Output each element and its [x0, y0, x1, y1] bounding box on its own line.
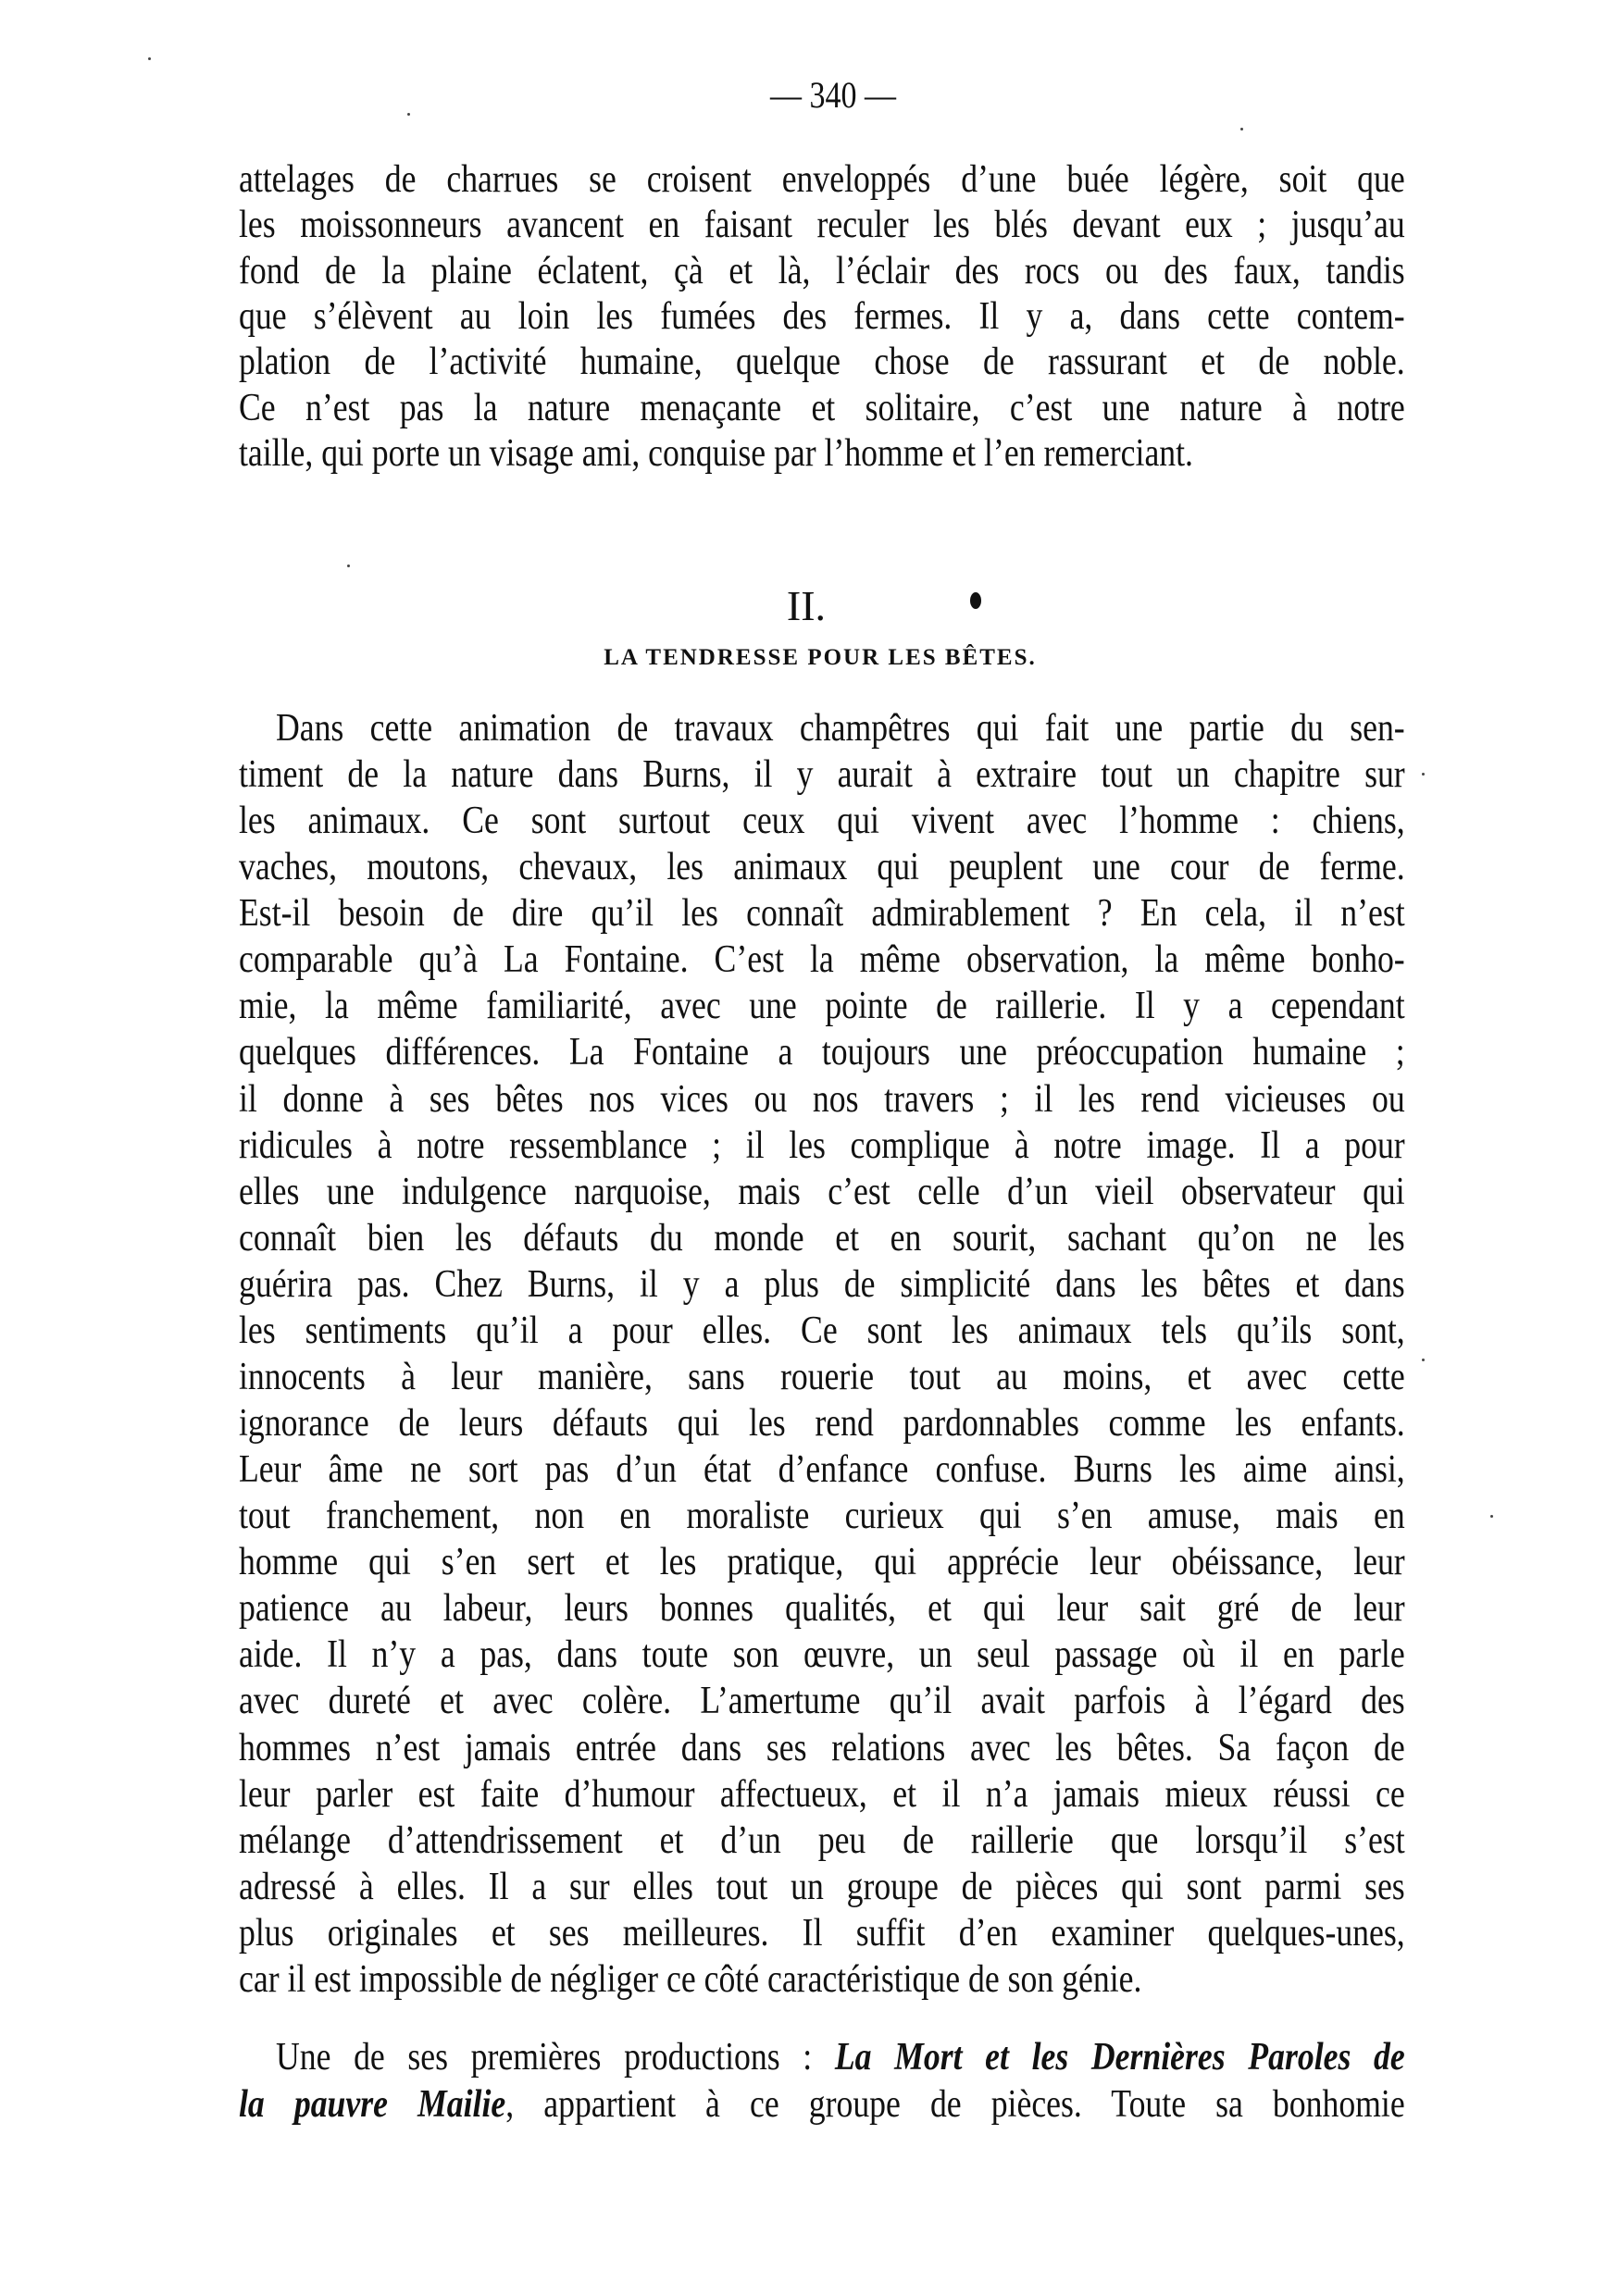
- scan-speck: [1490, 1515, 1493, 1518]
- text-line: [239, 1818, 1405, 1864]
- text-segment: plus originales et ses meilleures. Il suffit d’en examiner quelques-unes,: [239, 1911, 1405, 1955]
- text-line: [239, 1910, 1405, 1956]
- text-line: [239, 1539, 1405, 1585]
- ink-blot: [970, 592, 981, 609]
- text-line: [239, 844, 1405, 890]
- text-segment: connaît bien les défauts du monde et en sourit, sachant qu’on ne les: [239, 1216, 1405, 1260]
- text-segment: vaches, moutons, chevaux, les animaux qui peuplent une cour de ferme.: [239, 846, 1405, 889]
- text-segment: hommes n’est jamais entrée dans ses relations avec les bêtes. Sa façon de: [239, 1726, 1405, 1769]
- text-segment: mélange d’attendrissement et d’un peu de raillerie que lorsqu’il s’est: [239, 1818, 1405, 1862]
- text-line: [239, 1169, 1405, 1215]
- text-line: [239, 1956, 1405, 2003]
- text-segment: ridicules à notre ressemblance ; il les complique à notre image. Il a pour: [239, 1123, 1405, 1167]
- text-line: [239, 937, 1405, 983]
- text-segment: Leur âme ne sort pas d’un état d’enfance confuse. Burns les aime ainsi,: [239, 1448, 1405, 1492]
- text-line: [239, 1864, 1405, 1910]
- scan-speck: [1240, 128, 1243, 130]
- text-segment: Ce n’est pas la nature menaçante et solitaire, c’est une nature à notre: [239, 386, 1405, 429]
- text-line: [239, 1771, 1405, 1818]
- page-number: — 340 —: [770, 74, 896, 116]
- text-line: [239, 293, 1405, 340]
- text-segment: avec dureté et avec colère. L’amertume qu’il avait parfois à l’égard des: [239, 1680, 1405, 1723]
- text-line: [239, 1354, 1405, 1400]
- text-line: [239, 248, 1405, 294]
- text-segment: fond de la plaine éclatent, çà et là, l’éclair des rocs ou des faux, tandis: [239, 249, 1405, 292]
- text-line: [239, 202, 1405, 248]
- text-line: [239, 890, 1405, 937]
- text-segment: tout franchement, non en moraliste curieux qui s’en amuse, mais en: [239, 1495, 1405, 1538]
- text-line: [239, 751, 1405, 798]
- text-segment: attelages de charrues se croisent enveloppés d’une buée légère, soit que: [239, 158, 1405, 201]
- text-line: [239, 1493, 1405, 1539]
- text-line: [239, 1725, 1405, 1771]
- text-segment: taille, qui porte un visage ami, conquise par l’homme et l’en remerciant.: [239, 431, 1193, 475]
- text-line: [239, 1029, 1405, 1075]
- text-line: [239, 339, 1405, 385]
- text-segment: patience au labeur, leurs bonnes qualités, et qui leur sait gré de leur: [239, 1587, 1405, 1631]
- text-segment: les animaux. Ce sont surtout ceux qui vivent avec l’homme : chiens,: [239, 800, 1405, 843]
- section-heading: LA TENDRESSE POUR LES BÊTES.: [604, 645, 1037, 670]
- text-segment: innocents à leur manière, sans rouerie tout au moins, et avec cette: [239, 1355, 1405, 1398]
- italic-title: la pauvre Mailie: [239, 2083, 506, 2126]
- italic-title: La Mort et les Dernières Paroles de: [834, 2036, 1405, 2079]
- text-segment: comparable qu’à La Fontaine. C’est la même observation, la même bonho-: [239, 938, 1405, 982]
- text-segment: aide. Il n’y a pas, dans toute son œuvre, un seul passage où il en parle: [239, 1633, 1405, 1677]
- text-segment: plation de l’activité humaine, quelque chose de rassurant et de noble.: [239, 341, 1405, 384]
- text-segment: il donne à ses bêtes nos vices ou nos travers ; il les rend vicieuses ou: [239, 1077, 1405, 1121]
- text-line: [239, 2034, 1405, 2080]
- text-line: [239, 1123, 1405, 1169]
- text-line: [239, 1308, 1405, 1354]
- text-segment: adressé à elles. Il a sur elles tout un groupe de pièces qui sont parmi ses: [239, 1865, 1405, 1908]
- text-line: [239, 1215, 1405, 1261]
- scan-speck: [407, 113, 410, 116]
- text-line: [239, 705, 1405, 751]
- scan-speck: [347, 565, 350, 567]
- text-segment: les moissonneurs avancent en faisant reculer les blés devant eux ; jusqu’au: [239, 204, 1405, 247]
- text-segment: les sentiments qu’il a pour elles. Ce sont les animaux tels qu’ils sont,: [239, 1309, 1405, 1352]
- text-segment: , appartient à ce groupe de pièces. Toute sa bonhomie: [505, 2083, 1405, 2126]
- text-segment: elles une indulgence narquoise, mais c’est celle d’un vieil observateur qui: [239, 1170, 1405, 1213]
- text-segment: quelques différences. La Fontaine a toujours une préoccupation humaine ;: [239, 1031, 1405, 1074]
- text-segment: Est-il besoin de dire qu’il les connaît admirablement ? En cela, il n’est: [239, 892, 1405, 936]
- text-segment: que s’élèvent au loin les fumées des fermes. Il y a, dans cette contem-: [239, 294, 1405, 338]
- text-line: [239, 1678, 1405, 1724]
- text-segment: ignorance de leurs défauts qui les rend pardonnables comme les enfants.: [239, 1402, 1405, 1446]
- text-line: [239, 385, 1405, 431]
- text-line: [239, 1076, 1405, 1123]
- text-segment: car il est impossible de négliger ce côté caractéristique de son génie.: [239, 1957, 1142, 2001]
- scan-speck: [1422, 1359, 1425, 1361]
- text-segment: Une de ses premières productions :: [275, 2036, 835, 2079]
- text-line: [239, 2081, 1405, 2128]
- text-line: [239, 1261, 1405, 1308]
- text-line: [239, 1632, 1405, 1678]
- text-line: [239, 983, 1405, 1029]
- text-line: [239, 430, 1405, 477]
- text-segment: mie, la même familiarité, avec une pointe de raillerie. Il y a cependant: [239, 985, 1405, 1028]
- text-line: [239, 1400, 1405, 1446]
- text-line: [239, 798, 1405, 844]
- scan-speck: [1422, 773, 1425, 776]
- text-segment: timent de la nature dans Burns, il y aurait à extraire tout un chapitre sur: [239, 753, 1405, 797]
- text-line: [239, 1585, 1405, 1632]
- section-numeral: II.: [786, 582, 827, 629]
- text-segment: leur parler est faite d’humour affectueux, et il n’a jamais mieux réussi ce: [239, 1772, 1405, 1816]
- text-line: [239, 1446, 1405, 1493]
- scan-speck: [148, 57, 151, 60]
- text-line: [239, 156, 1405, 203]
- text-segment: guérira pas. Chez Burns, il y a plus de simplicité dans les bêtes et dans: [239, 1262, 1405, 1306]
- text-segment: homme qui s’en sert et les pratique, qui apprécie leur obéissance, leur: [239, 1541, 1405, 1584]
- text-segment: Dans cette animation de travaux champêtres qui fait une partie du sen-: [275, 707, 1405, 750]
